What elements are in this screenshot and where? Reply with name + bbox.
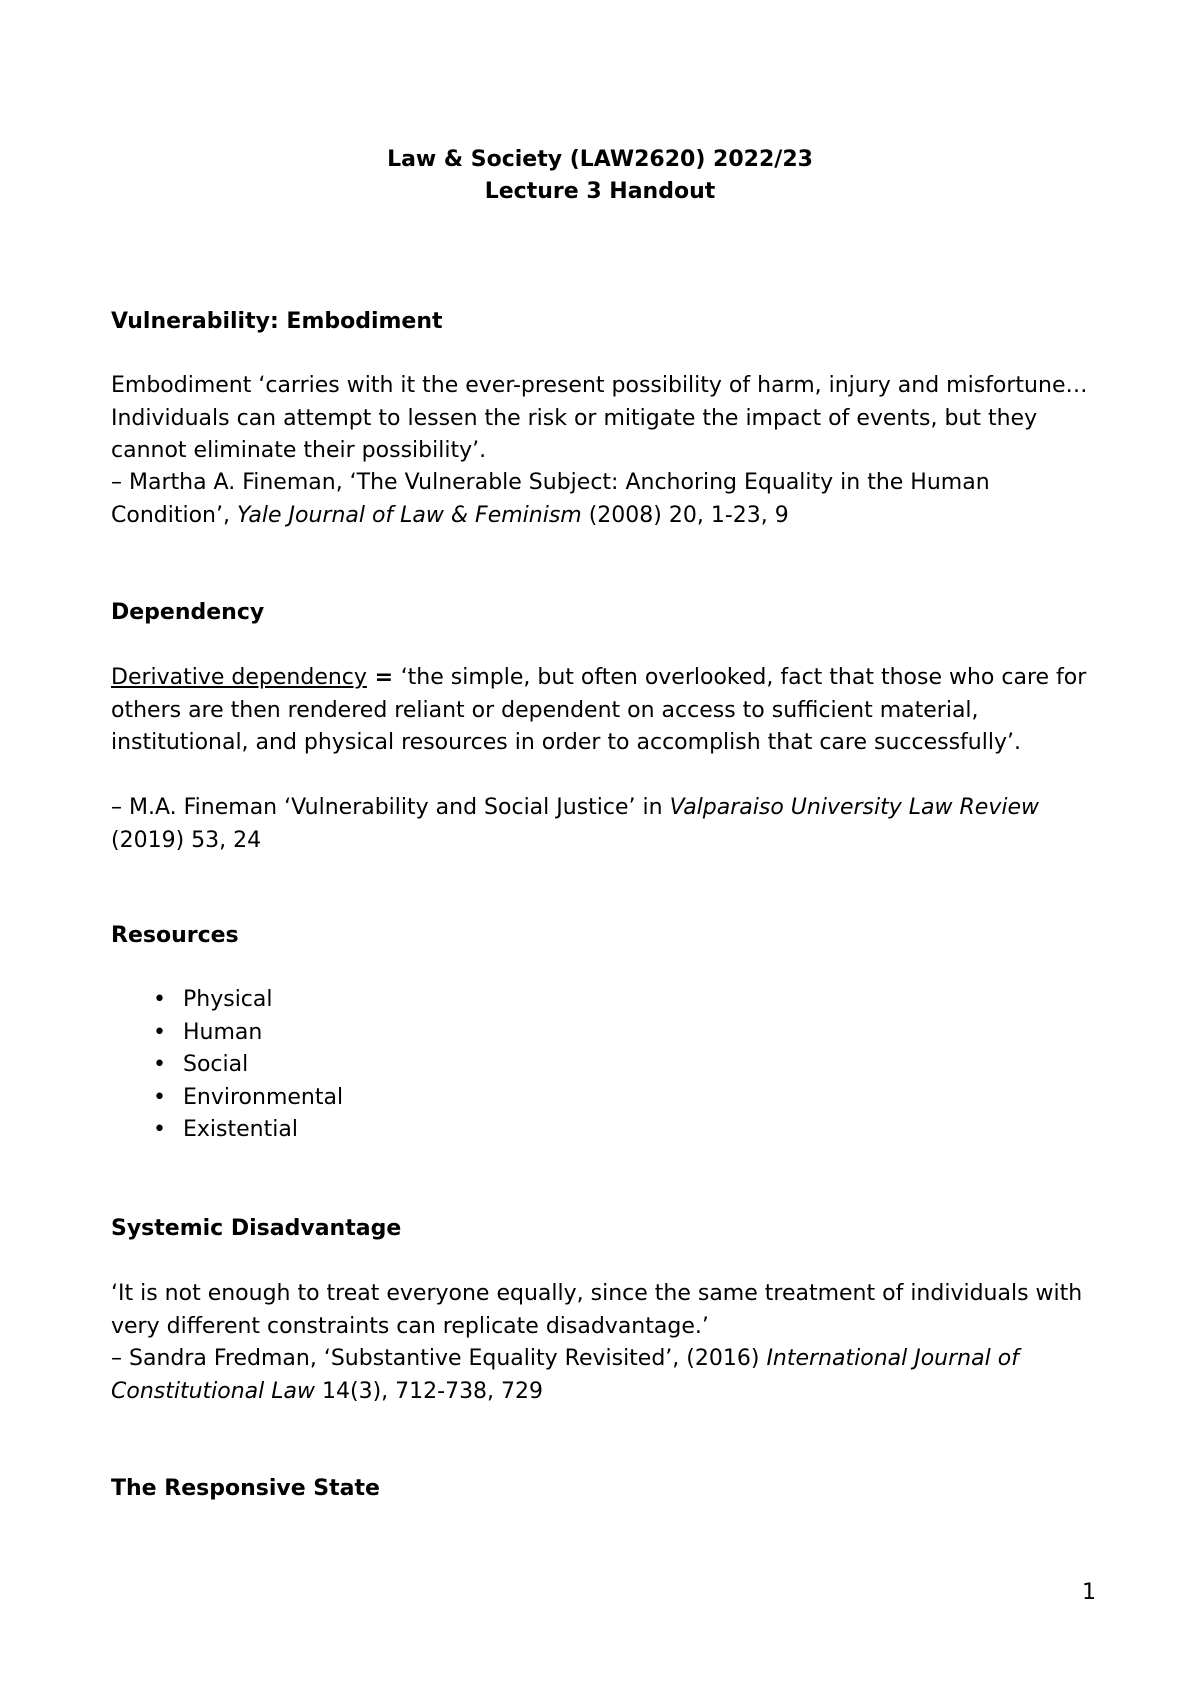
citation-text: – Martha A. Fineman, ‘The Vulnerable Subject: Anchoring Equality in the Human Condition’, (111, 470, 990, 528)
list-item: • Existential (111, 1114, 343, 1147)
citation-text: 14(3), 712-738, 729 (315, 1378, 544, 1404)
section-heading-embodiment: Vulnerability: Embodiment (111, 309, 443, 334)
document-subtitle: Lecture 3 Handout (484, 179, 716, 204)
embodiment-quote: Embodiment ‘carries with it the ever-present possibility of harm, injury and misfortune… Individuals can attempt to lessen the risk or mitigate the impact of events, but they cannot eliminate their possibility’. (111, 373, 1088, 463)
systemic-quote: ‘It is not enough to treat everyone equally, since the same treatment of individuals with very different constraints can replicate disadvantage.’ (111, 1281, 1083, 1339)
list-item: • Human (111, 1017, 343, 1050)
list-item: • Environmental (111, 1082, 343, 1115)
definition-quote: ‘the simple, but often overlooked, fact that those who care for others are then rendered reliant or dependent on access to sufficient material, institutional, and physical resources in order to accomplish that care successfully’. (111, 665, 1087, 755)
list-item: • Social (111, 1049, 343, 1082)
citation-journal: International Journal of Constitutional Law (111, 1346, 1019, 1404)
section-heading-responsive-state: The Responsive State (111, 1476, 380, 1501)
citation-text: (2019) 53, 24 (111, 827, 262, 853)
citation-text: – Sandra Fredman, ‘Substantive Equality Revisited’, (2016) (111, 1346, 767, 1371)
citation-journal: Yale Journal of Law & Feminism (236, 502, 582, 528)
systemic-citation (111, 1343, 1111, 1408)
resources-list (111, 984, 343, 1147)
section-heading-dependency: Dependency (111, 600, 265, 625)
list-item: • Physical (111, 984, 343, 1017)
dependency-citation (111, 792, 1111, 857)
citation-text: (2008) 20, 1-23, 9 (581, 502, 789, 528)
citation-text: – M.A. Fineman ‘Vulnerability and Social Justice’ in (111, 795, 670, 820)
embodiment-citation (111, 467, 1111, 532)
defined-term: Derivative dependency (111, 665, 367, 690)
dependency-definition (111, 662, 1111, 760)
section-heading-systemic-disadvantage: Systemic Disadvantage (111, 1216, 402, 1241)
page-number: 1 (1082, 1580, 1096, 1605)
section-heading-resources: Resources (111, 923, 239, 948)
equals-sign: = (366, 665, 401, 690)
citation-journal: Valparaiso University Law Review (669, 795, 1039, 820)
document-title: Law & Society (LAW2620) 2022/23 (387, 147, 813, 172)
